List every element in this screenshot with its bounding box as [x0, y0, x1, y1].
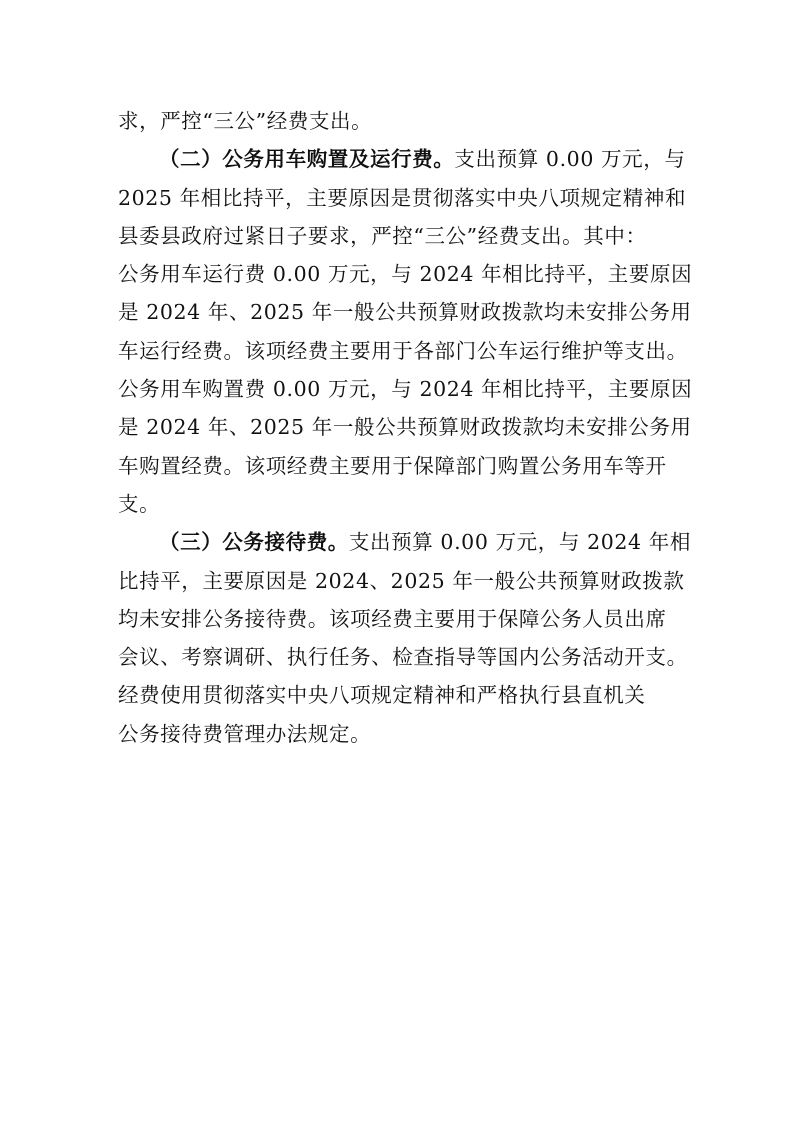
text-line: 车运行经费。该项经费主要用于各部门公车运行维护等支出。	[118, 338, 688, 363]
text-line: 比持平，主要原因是 2024、2025 年一般公共预算财政拨款	[118, 568, 685, 593]
text-line: 会议、考察调研、执行任务、检查指导等国内公务活动开支。	[118, 645, 688, 670]
text-line: 公务用车购置费 0.00 万元，与 2024 年相比持平，主要原因	[118, 377, 693, 402]
text-line: 均未安排公务接待费。该项经费主要用于保障公务人员出席	[118, 606, 667, 631]
text-line: 求，严控“三公”经费支出。	[118, 109, 373, 133]
section-heading-line	[118, 523, 691, 561]
section-heading-vehicle: （二）公务用车购置及运行费。	[159, 147, 455, 172]
text-line: 车购置经费。该项经费主要用于保障部门购置公务用车等开	[118, 453, 667, 478]
text-line: 支。	[118, 491, 161, 516]
section-text: 支出预算 0.00 万元，与 2024 年相	[348, 530, 691, 555]
text-line: 2025 年相比持平，主要原因是贯彻落实中央八项规定精神和	[118, 185, 687, 210]
text-line: 是 2024 年、2025 年一般公共预算财政拨款均未安排公务用	[118, 300, 692, 325]
document-body	[118, 102, 693, 753]
section-heading-reception: （三）公务接待费。	[159, 530, 349, 555]
section-text: 支出预算 0.00 万元，与	[454, 147, 686, 172]
section-heading-line	[118, 140, 686, 178]
text-line: 是 2024 年、2025 年一般公共预算财政拨款均未安排公务用	[118, 415, 692, 440]
text-line: 县委县政府过紧日子要求，严控“三公”经费支出。其中：	[118, 223, 647, 248]
text-line: 公务接待费管理办法规定。	[118, 721, 372, 746]
text-line: 公务用车运行费 0.00 万元，与 2024 年相比持平，主要原因	[118, 262, 693, 287]
text-line: 经费使用贯彻落实中央八项规定精神和严格执行县直机关	[118, 683, 646, 708]
